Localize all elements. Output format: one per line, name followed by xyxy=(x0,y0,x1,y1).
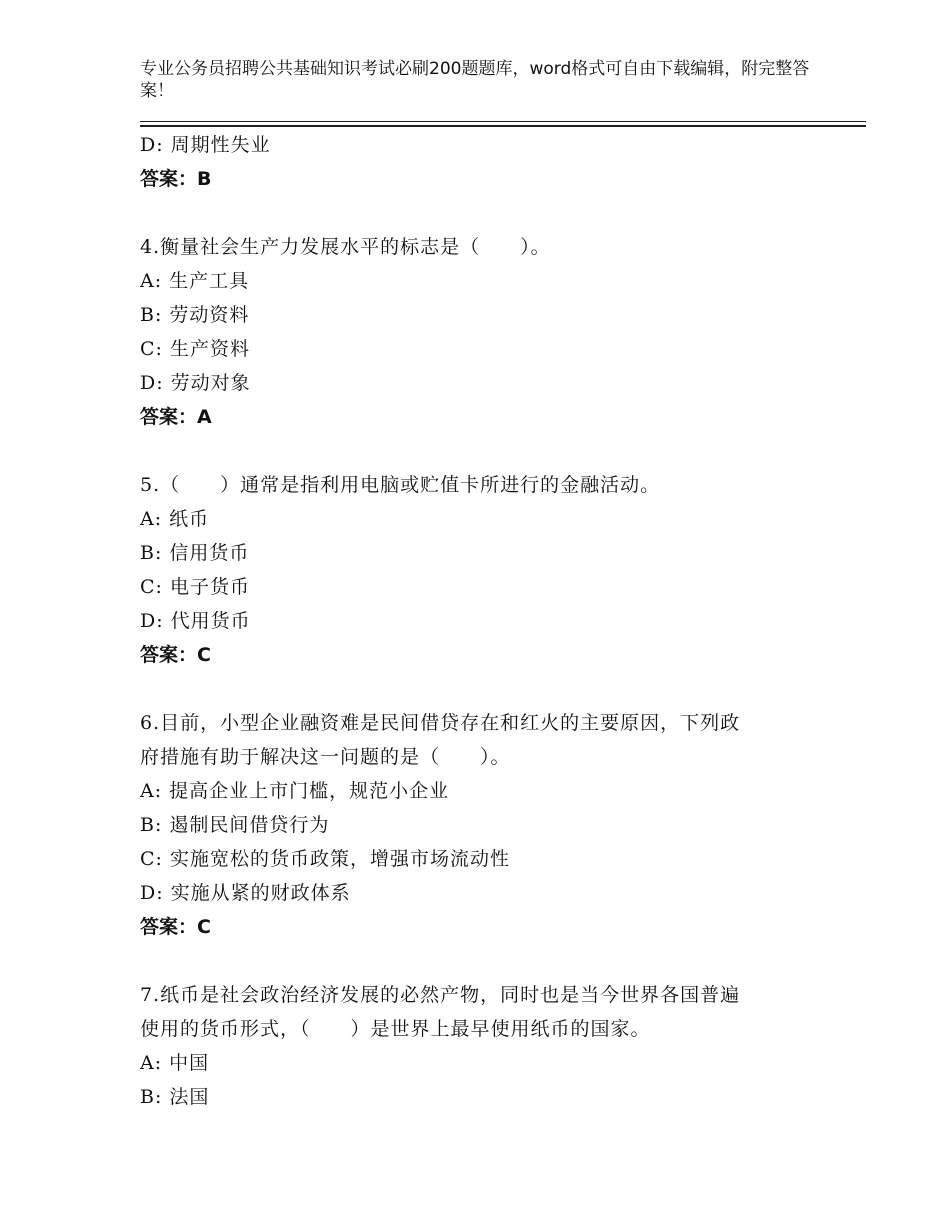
option-d: D: 代用货币 xyxy=(140,610,251,632)
question-4 xyxy=(140,230,840,434)
option-b: B: 法国 xyxy=(140,1086,210,1108)
question-stem-line-2: 使用的货币形式，（ ）是世界上最早使用纸币的国家。 xyxy=(140,1018,651,1040)
question-stem: 5.（ ）通常是指利用电脑或贮值卡所进行的金融活动。 xyxy=(140,474,661,496)
option-a: A: 提高企业上市门槛，规范小企业 xyxy=(140,780,450,802)
page-header xyxy=(140,58,840,102)
option-b: B: 信用货币 xyxy=(140,542,250,564)
option-a: A: 生产工具 xyxy=(140,270,250,292)
option-a: A: 中国 xyxy=(140,1052,210,1074)
option-c: C: 生产资料 xyxy=(140,338,250,360)
header-rule-thin xyxy=(140,121,866,122)
option-b: B: 劳动资料 xyxy=(140,304,250,326)
q3-option-d: D: 周期性失业 xyxy=(140,134,271,156)
document-body xyxy=(140,128,840,1114)
spacer xyxy=(140,672,840,706)
question-stem-line-2: 府措施有助于解决这一问题的是（ ）。 xyxy=(140,746,511,768)
question-stem-line-1: 7.纸币是社会政治经济发展的必然产物，同时也是当今世界各国普遍 xyxy=(140,984,741,1006)
spacer xyxy=(140,944,840,978)
question-6 xyxy=(140,706,840,944)
q3-answer: 答案：B xyxy=(140,168,212,190)
question-stem: 4.衡量社会生产力发展水平的标志是（ ）。 xyxy=(140,236,551,258)
question-stem-line-1: 6.目前，小型企业融资难是民间借贷存在和红火的主要原因，下列政 xyxy=(140,712,741,734)
header-rule-thick xyxy=(140,125,866,127)
option-d: D: 实施从紧的财政体系 xyxy=(140,882,351,904)
option-d: D: 劳动对象 xyxy=(140,372,251,394)
spacer xyxy=(140,434,840,468)
option-a: A: 纸币 xyxy=(140,508,210,530)
answer: 答案：A xyxy=(140,406,212,428)
option-b: B: 遏制民间借贷行为 xyxy=(140,814,330,836)
spacer xyxy=(140,196,840,230)
option-c: C: 电子货币 xyxy=(140,576,250,598)
answer: 答案：C xyxy=(140,644,211,666)
header-text: 专业公务员招聘公共基础知识考试必刷200题题库，word格式可自由下载编辑，附完整答案！ xyxy=(140,59,810,101)
question-7 xyxy=(140,978,840,1114)
question-5 xyxy=(140,468,840,672)
answer: 答案：C xyxy=(140,916,211,938)
option-c: C: 实施宽松的货币政策，增强市场流动性 xyxy=(140,848,510,870)
